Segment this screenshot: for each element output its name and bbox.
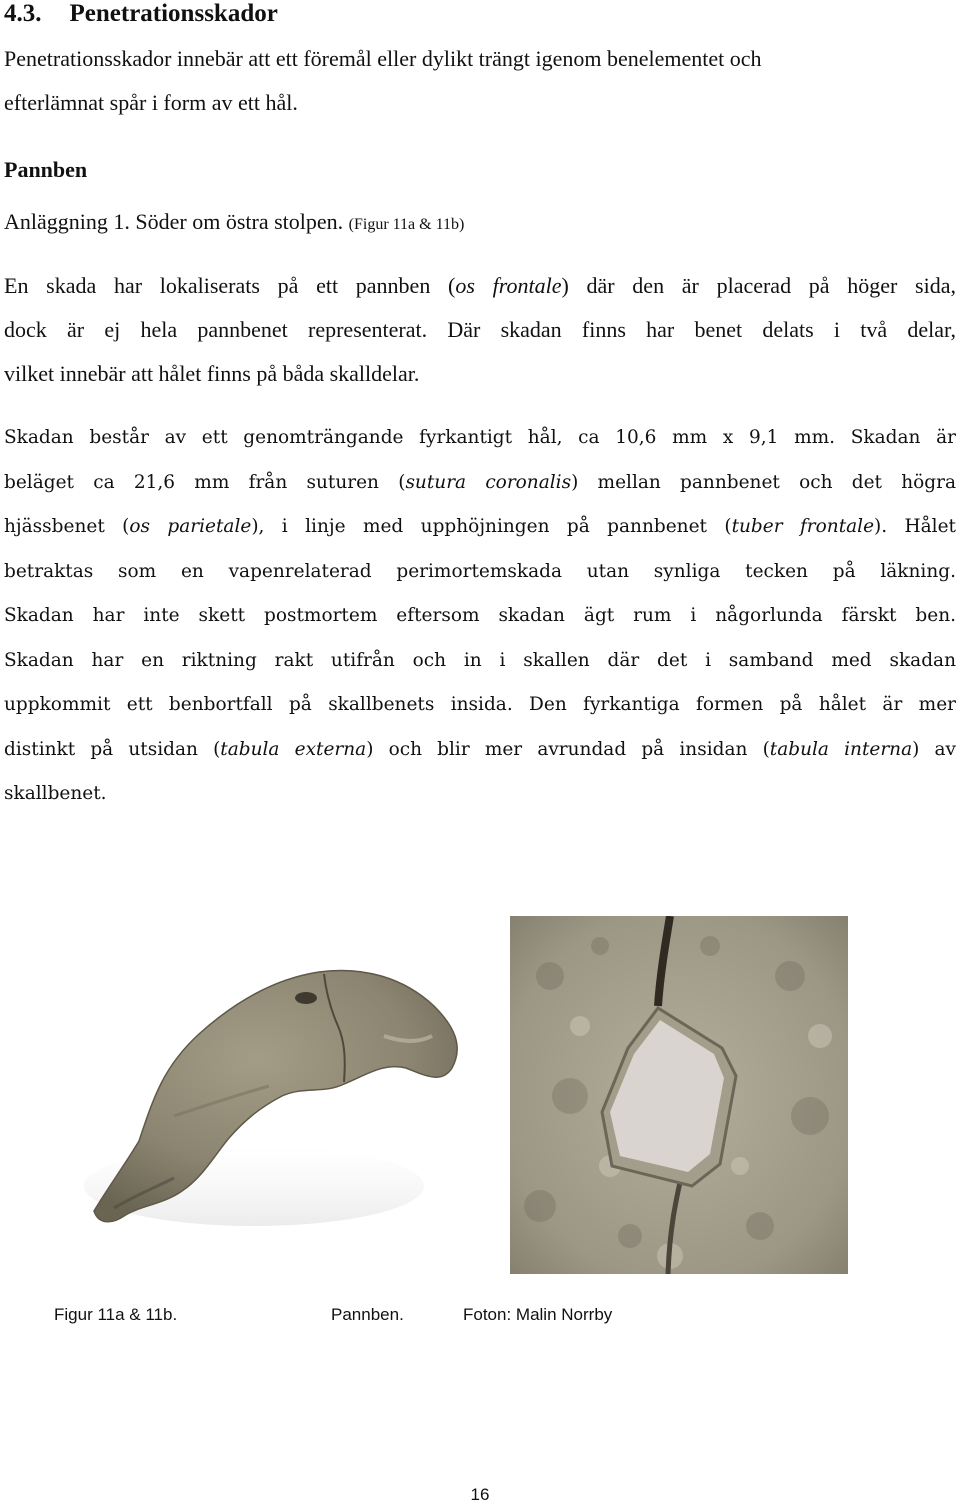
figure-caption-credit: Foton: Malin Norrby bbox=[463, 1305, 613, 1324]
text-run: ) mellan pannbenet och det högra bbox=[571, 471, 957, 493]
paragraph-line: betraktas som en vapenrelaterad perimortemskada utan synliga tecken på läkning. bbox=[4, 560, 956, 582]
paragraph-line: vilket innebär att hålet finns på båda skalldelar. bbox=[4, 361, 420, 386]
text-run: ). Hålet bbox=[874, 516, 956, 537]
paragraph-line: uppkommit ett benbortfall på skallbenets insida. Den fyrkantiga formen på hålet är mer bbox=[4, 694, 956, 715]
text-run: ) och blir mer avrundad på insidan ( bbox=[366, 738, 770, 760]
hole-closeup-image bbox=[510, 916, 848, 1274]
intro-line: Penetrationsskador innebär att ett föremål eller dylikt trängt igenom benelementet och bbox=[4, 46, 762, 71]
latin-term: tabula externa bbox=[220, 738, 367, 760]
subheading: Pannben bbox=[4, 157, 88, 182]
paragraph-line: Skadan har inte skett postmortem eftersom skadan ägt rum i någorlunda färskt ben. bbox=[4, 605, 956, 626]
text-run: distinkt på utsidan ( bbox=[4, 738, 221, 760]
latin-term: tabula interna bbox=[769, 738, 913, 760]
paragraph-line: Skadan har en riktning rakt utifrån och in i skallen där det i samband med skadan bbox=[4, 649, 956, 671]
paragraph-line: skallbenet. bbox=[4, 783, 107, 804]
text-run: hjässbenet ( bbox=[4, 516, 130, 537]
latin-term: os frontale bbox=[455, 273, 562, 298]
text-run: ) där den är placerad på höger sida, bbox=[561, 273, 956, 298]
location-text: Anläggning 1. Söder om östra stolpen. bbox=[4, 209, 349, 234]
paragraph-line: Skadan består av ett genomträngande fyrkantigt hål, ca 10,6 mm x 9,1 mm. Skadan är bbox=[4, 427, 956, 448]
figure-reference: (Figur 11a & 11b) bbox=[348, 216, 465, 233]
paragraph-line: dock är ej hela pannbenet representerat. Där skadan finns har benet delats i två delar, bbox=[4, 317, 956, 342]
figure-caption-label: Figur 11a & 11b. bbox=[54, 1305, 178, 1324]
section-title: Penetrationsskador bbox=[69, 0, 278, 27]
intro-paragraph bbox=[4, 37, 956, 125]
figure-caption-subject: Pannben. bbox=[331, 1305, 404, 1324]
page-number: 16 bbox=[470, 1485, 490, 1504]
section-number: 4.3. bbox=[4, 0, 42, 27]
intro-line: efterlämnat spår i form av ett hål. bbox=[4, 90, 298, 115]
text-run: beläget ca 21,6 mm från suturen ( bbox=[4, 471, 406, 493]
text-run: En skada har lokaliserats på ett pannben ( bbox=[4, 273, 456, 298]
latin-term: tuber frontale bbox=[731, 516, 875, 537]
section-heading bbox=[4, 0, 278, 28]
latin-term: sutura coronalis bbox=[405, 471, 572, 493]
location-line bbox=[4, 200, 956, 247]
penetration-hole bbox=[295, 992, 317, 1004]
frontal-bone-fragment-image bbox=[54, 916, 502, 1274]
figure-11b-photo bbox=[510, 916, 848, 1274]
paragraph-damage-description bbox=[4, 416, 956, 817]
paragraph-damage-location bbox=[4, 264, 956, 396]
figure-11a-photo bbox=[54, 916, 502, 1274]
latin-term: os parietale bbox=[129, 516, 252, 537]
text-run: ), i linje med upphöjningen på pannbenet ( bbox=[251, 516, 732, 537]
text-run: ) av bbox=[912, 738, 956, 760]
